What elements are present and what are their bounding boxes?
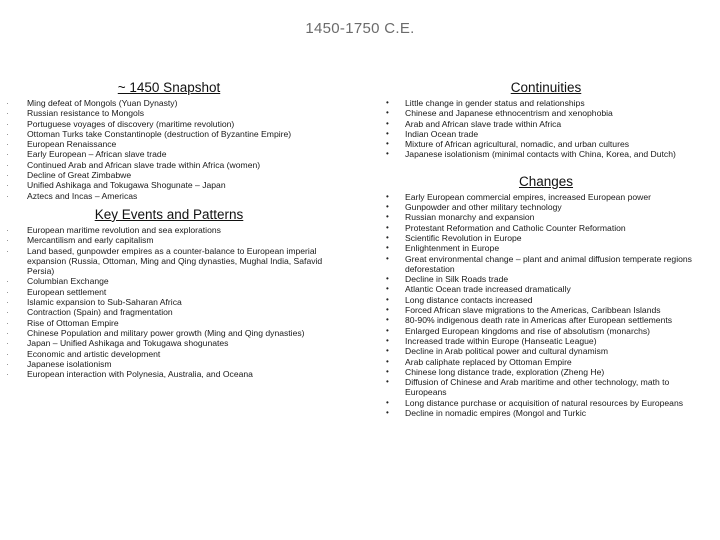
list-item: • Great environmental change – plant and animal diffusion temperate regions deforestation xyxy=(384,254,708,275)
list-item: • 80-90% indigenous death rate in Americas after European settlements xyxy=(384,315,708,325)
list-item: · Continued Arab and African slave trade within Africa (women) xyxy=(6,160,332,170)
list-item: • Long distance contacts increased xyxy=(384,295,708,305)
list-item: • Japanese isolationism (minimal contacts with China, Korea, and Dutch) xyxy=(384,149,708,159)
list-item: · Economic and artistic development xyxy=(6,349,332,359)
list-item: · Columbian Exchange xyxy=(6,276,332,286)
snapshot-list xyxy=(6,98,332,201)
list-item: · Islamic expansion to Sub-Saharan Africa xyxy=(6,297,332,307)
list-item: • Decline in Arab political power and cultural dynamism xyxy=(384,346,708,356)
list-item: • Indian Ocean trade xyxy=(384,129,708,139)
list-item: · Ottoman Turks take Constantinople (destruction of Byzantine Empire) xyxy=(6,129,332,139)
list-item: • Protestant Reformation and Catholic Counter Reformation xyxy=(384,223,708,233)
snapshot-heading: ~ 1450 Snapshot xyxy=(117,80,221,95)
list-item: · Russian resistance to Mongols xyxy=(6,108,332,118)
list-item: · Chinese Population and military power growth (Ming and Qing dynasties) xyxy=(6,328,332,338)
list-item: · Unified Ashikaga and Tokugawa Shogunate – Japan xyxy=(6,180,332,190)
list-item: · European settlement xyxy=(6,287,332,297)
list-item: • Enlarged European kingdoms and rise of absolutism (monarchs) xyxy=(384,326,708,336)
list-item: · Contraction (Spain) and fragmentation xyxy=(6,307,332,317)
continuities-heading: Continuities xyxy=(510,80,582,95)
list-item: • Enlightenment in Europe xyxy=(384,243,708,253)
changes-list xyxy=(384,192,708,419)
key-events-list xyxy=(6,225,332,379)
list-item: · Decline of Great Zimbabwe xyxy=(6,170,332,180)
list-item: • Early European commercial empires, increased European power xyxy=(384,192,708,202)
list-item: · European maritime revolution and sea explorations xyxy=(6,225,332,235)
list-item: • Increased trade within Europe (Hanseatic League) xyxy=(384,336,708,346)
list-item: · European interaction with Polynesia, Australia, and Oceana xyxy=(6,369,332,379)
list-item: • Arab and African slave trade within Africa xyxy=(384,119,708,129)
list-item: • Chinese long distance trade, exploration (Zheng He) xyxy=(384,367,708,377)
list-item: · Ming defeat of Mongols (Yuan Dynasty) xyxy=(6,98,332,108)
list-item: · European Renaissance xyxy=(6,139,332,149)
list-item: • Forced African slave migrations to the Americas, Caribbean Islands xyxy=(384,305,708,315)
list-item: • Mixture of African agricultural, nomadic, and urban cultures xyxy=(384,139,708,149)
list-item: · Rise of Ottoman Empire xyxy=(6,318,332,328)
changes-heading: Changes xyxy=(518,173,574,189)
list-item: · Japan – Unified Ashikaga and Tokugawa shogunates xyxy=(6,338,332,348)
list-item: • Scientific Revolution in Europe xyxy=(384,233,708,243)
list-item: • Chinese and Japanese ethnocentrism and xenophobia xyxy=(384,108,708,118)
left-column xyxy=(6,80,332,379)
list-item: · Portuguese voyages of discovery (maritime revolution) xyxy=(6,119,332,129)
list-item: • Gunpowder and other military technology xyxy=(384,202,708,212)
list-item: • Long distance purchase or acquisition of natural resources by Europeans xyxy=(384,398,708,408)
list-item: • Russian monarchy and expansion xyxy=(384,212,708,222)
list-item: · Land based, gunpowder empires as a counter-balance to European imperial expansion (Russia, Ottoman, Ming and Qing dynasties, Mughal India, Safavid Persia) xyxy=(6,246,332,277)
list-item: • Atlantic Ocean trade increased dramatically xyxy=(384,284,708,294)
list-item: · Aztecs and Incas – Americas xyxy=(6,191,332,201)
key-events-heading: Key Events and Patterns xyxy=(94,206,244,222)
list-item: · Early European – African slave trade xyxy=(6,149,332,159)
list-item: • Decline in Silk Roads trade xyxy=(384,274,708,284)
list-item: · Japanese isolationism xyxy=(6,359,332,369)
page-title: 1450-1750 C.E. xyxy=(305,20,415,37)
right-column xyxy=(384,80,708,418)
list-item: • Diffusion of Chinese and Arab maritime and other technology, math to Europeans xyxy=(384,377,708,398)
list-item: • Arab caliphate replaced by Ottoman Empire xyxy=(384,357,708,367)
list-item: • Decline in nomadic empires (Mongol and Turkic xyxy=(384,408,708,418)
list-item: • Little change in gender status and relationships xyxy=(384,98,708,108)
continuities-list xyxy=(384,98,708,160)
list-item: · Mercantilism and early capitalism xyxy=(6,235,332,245)
